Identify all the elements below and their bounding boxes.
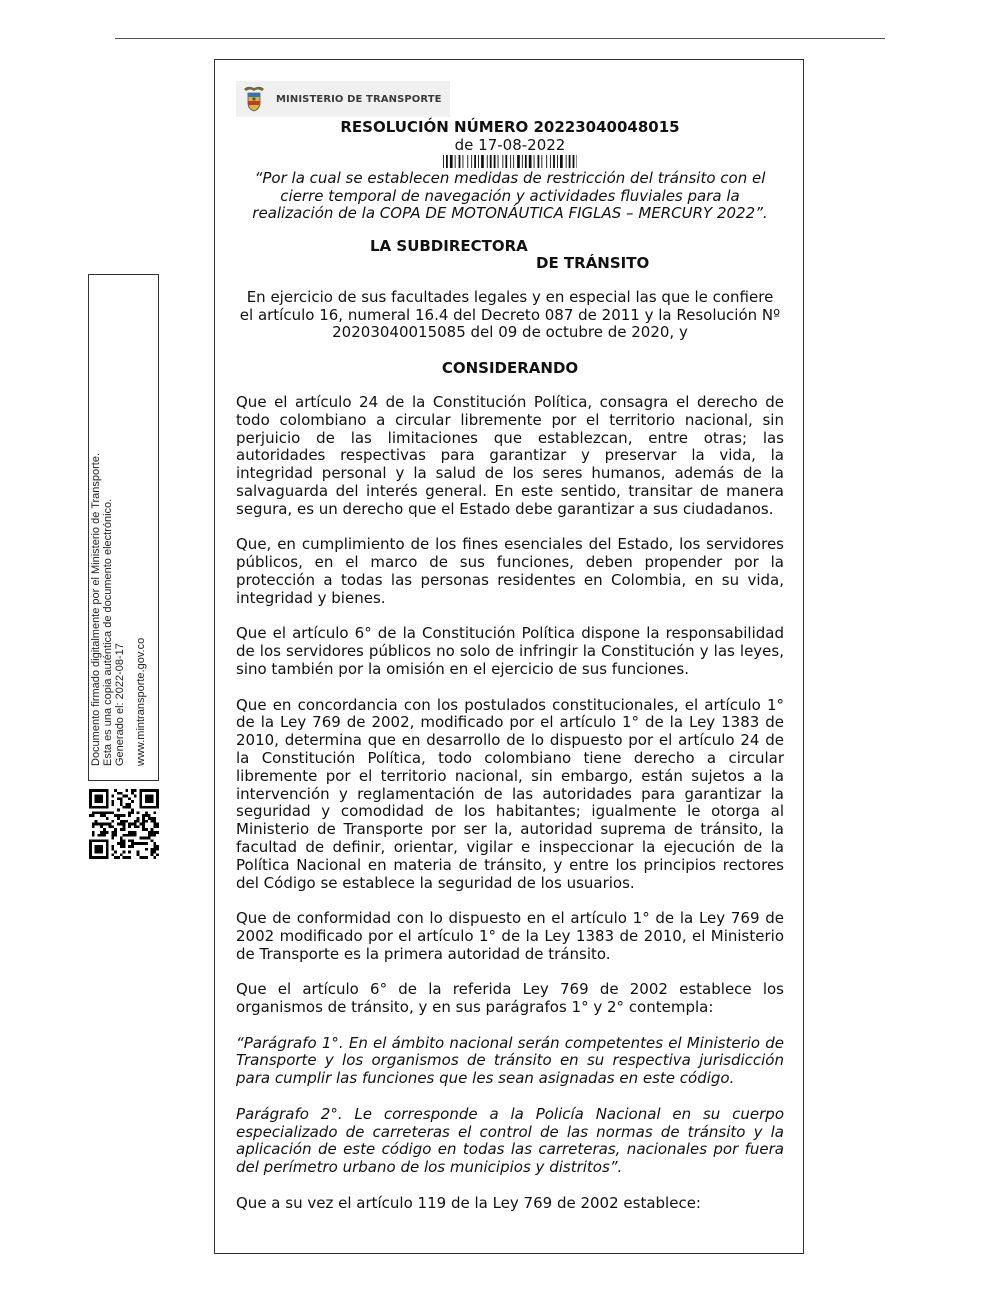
qr-module — [92, 825, 95, 828]
qr-module — [103, 811, 106, 814]
barcode-bar — [546, 155, 547, 168]
qr-module — [153, 820, 156, 823]
qr-module — [153, 823, 156, 826]
paragraph: Que el artículo 6° de la Constitución Política dispone la responsabilidad de los servidores públicos no solo de infringir la Constitución y las leyes, sino también por la omisión en el ejercicio de sus funciones. — [236, 624, 784, 678]
qr-module — [134, 834, 137, 837]
qr-module — [111, 853, 114, 856]
top-rule — [115, 38, 885, 39]
barcode-bar — [502, 155, 503, 168]
qr-module — [139, 837, 142, 840]
qr-module — [89, 814, 92, 817]
qr-module — [123, 842, 126, 845]
qr-module — [151, 820, 154, 823]
qr-module — [100, 825, 103, 828]
barcode-bar — [577, 155, 578, 168]
barcode-bar — [560, 155, 563, 168]
qr-module — [151, 831, 154, 834]
qr-module — [142, 825, 145, 828]
qr-module — [156, 825, 159, 828]
barcode-bar — [513, 155, 514, 168]
qr-module — [120, 842, 123, 845]
qr-module — [109, 823, 112, 826]
qr-module — [125, 806, 128, 809]
qr-module — [142, 856, 145, 859]
qr-module — [128, 806, 131, 809]
paragraph: Que en concordancia con los postulados constitucionales, el artículo 1° de la Ley 769 de 2002, modificado por el artículo 1° de la Ley 1383 de 2010, determina que en desarrollo de lo dispuesto por el artículo 24 de la Constitución Política, todo colombiano tiene derecho a circular libremente por el territorio nacional, sin embargo, están sujetos a la intervención y reglamentación de las autoridades para garantizar la seguridad y comodidad de los habitantes; igualmente le otorga al Ministerio de Transporte por ser la, autoridad suprema de tránsito, la facultad de definir, orientar, vigilar e inspeccionar la ejecución de la Política Nacional en materia de tránsito, y entre los principios rectores del Código se establece la seguridad de los usuarios. — [236, 695, 784, 892]
qr-module — [106, 823, 109, 826]
barcode-bar — [538, 155, 540, 168]
qr-module — [137, 817, 140, 820]
qr-module — [131, 823, 134, 826]
qr-module — [125, 834, 128, 837]
barcode-bar — [478, 155, 479, 168]
qr-module — [131, 811, 134, 814]
qr-module — [111, 803, 114, 806]
paragraph: Que de conformidad con lo dispuesto en el artículo 1° de la Ley 769 de 2002 modificado por el artículo 1° de la Ley 1383 de 2010, el Ministerio de Transporte es la primera autoridad de tránsito. — [236, 909, 784, 963]
qr-module — [156, 845, 159, 848]
qr-module — [117, 809, 120, 812]
qr-module — [123, 820, 126, 823]
qr-module — [145, 848, 148, 851]
qr-module — [151, 848, 154, 851]
barcode-bar — [534, 155, 535, 168]
qr-module — [120, 820, 123, 823]
qr-code[interactable] — [89, 789, 159, 859]
resolution-title — [236, 170, 784, 223]
qr-module — [114, 814, 117, 817]
qr-module — [120, 839, 123, 842]
qr-module — [111, 795, 114, 798]
qr-module — [123, 834, 126, 837]
barcode-bar — [517, 155, 520, 168]
qr-module — [92, 823, 95, 826]
qr-module — [131, 834, 134, 837]
qr-module — [114, 831, 117, 834]
barcode-bar — [459, 155, 461, 168]
barcode-bar — [522, 155, 523, 168]
qr-module — [92, 814, 95, 817]
qr-module — [137, 851, 140, 854]
qr-module — [123, 828, 126, 831]
qr-module — [128, 839, 131, 842]
resolution-date: de 17-08-2022 — [454, 136, 566, 154]
signature-note-date: Generado el: 2022-08-17 — [114, 643, 126, 766]
qr-module — [97, 811, 100, 814]
qr-module — [142, 837, 145, 840]
signature-note-line2: Esta es una copia auténtica de documento electrónico. — [102, 498, 114, 766]
qr-module — [148, 831, 151, 834]
qr-module — [128, 831, 131, 834]
qr-module — [120, 823, 123, 826]
preamble-line: 20203040015085 del 09 de octubre de 2020, y — [332, 323, 688, 342]
qr-module — [117, 823, 120, 826]
qr-module — [120, 845, 123, 848]
barcode-bar — [498, 155, 499, 168]
qr-module — [111, 848, 114, 851]
qr-module — [128, 823, 131, 826]
barcode-bar — [557, 155, 558, 168]
qr-module — [142, 820, 145, 823]
resolution-title-line: cierre temporal de navegación y actividades fluviales para la — [280, 186, 740, 205]
signature-note-line1: Documento firmado digitalmente por el Ministerio de Transporte. — [90, 452, 102, 766]
barcode-bar — [481, 155, 484, 168]
qr-module — [153, 842, 156, 845]
qr-module — [103, 834, 106, 837]
qr-module — [120, 837, 123, 840]
website-link[interactable]: www.mintransporte.gov.co — [135, 637, 147, 766]
qr-module — [111, 834, 114, 837]
qr-module — [145, 820, 148, 823]
qr-module — [148, 817, 151, 820]
qr-module — [151, 839, 154, 842]
qr-module — [123, 845, 126, 848]
paragraph: Que a su vez el artículo 119 de la Ley 769 de 2002 establece: — [236, 1193, 701, 1212]
qr-module — [151, 828, 154, 831]
qr-module — [117, 814, 120, 817]
qr-module — [153, 817, 156, 820]
qr-module — [123, 825, 126, 828]
qr-module — [100, 823, 103, 826]
qr-module — [139, 856, 142, 859]
qr-module — [128, 856, 131, 859]
barcode-bar — [474, 155, 476, 168]
qr-module — [134, 789, 137, 792]
qr-module — [120, 800, 123, 803]
qr-module — [128, 814, 131, 817]
qr-module — [117, 817, 120, 820]
qr-module — [153, 845, 156, 848]
qr-module — [142, 823, 145, 826]
qr-module — [100, 811, 103, 814]
qr-module — [131, 792, 134, 795]
qr-module — [123, 823, 126, 826]
qr-module — [145, 856, 148, 859]
qr-module — [103, 823, 106, 826]
barcode-bar — [463, 155, 464, 168]
qr-module — [111, 831, 114, 834]
quoted-paragraph: Parágrafo 2°. Le corresponde a la Policía Nacional en su cuerpo especializado de carreteras el control de las normas de tránsito y la aplicación de este código en todas las carreteras, nacionales por fuera del perímetro urbano de los municipios y distritos”. — [236, 1104, 784, 1177]
qr-module — [148, 837, 151, 840]
qr-module — [114, 834, 117, 837]
qr-module — [111, 820, 114, 823]
qr-module — [131, 831, 134, 834]
qr-module — [117, 842, 120, 845]
barcode-bar — [529, 155, 532, 168]
qr-module — [153, 834, 156, 837]
qr-module — [145, 842, 148, 845]
qr-module — [123, 856, 126, 859]
qr-module — [95, 811, 98, 814]
qr-module — [114, 856, 117, 859]
qr-module — [156, 831, 159, 834]
qr-module — [131, 845, 134, 848]
quoted-paragraph: “Parágrafo 1°. En el ámbito nacional serán competentes el Ministerio de Transporte y los organismos de tránsito en su respectiva jurisdicción para cumplir las funciones que les sean asignadas en este código. — [236, 1033, 784, 1088]
qr-module — [151, 853, 154, 856]
qr-module — [95, 795, 103, 803]
qr-module — [111, 825, 114, 828]
qr-module — [156, 848, 159, 851]
qr-module — [125, 820, 128, 823]
paragraph: Que el artículo 24 de la Constitución Política, consagra el derecho de todo colombiano a circular libremente por el territorio nacional, sin perjuicio de las limitaciones que establezcan, entre otras; las autoridades respectivas para garantizar y preservar la vida, la integridad personal y la salud de los seres humanos, además de la salvaguarda del interés general. En este sentido, transitar de manera segura, es un derecho que el Estado debe garantizar a sus ciudadanos. — [236, 393, 784, 518]
barcode-bar — [541, 155, 542, 168]
qr-module — [103, 828, 106, 831]
preamble — [236, 289, 784, 342]
qr-module — [117, 792, 120, 795]
qr-module — [125, 789, 128, 792]
qr-module — [111, 845, 114, 848]
qr-module — [151, 834, 154, 837]
qr-module — [134, 825, 137, 828]
barcode-bar — [566, 155, 567, 168]
qr-module — [125, 856, 128, 859]
barcode-bar — [467, 155, 468, 168]
qr-module — [128, 803, 131, 806]
qr-module — [128, 797, 131, 800]
qr-module — [131, 809, 134, 812]
barcode-bar — [487, 155, 488, 168]
qr-module — [95, 820, 98, 823]
qr-module — [153, 848, 156, 851]
qr-module — [92, 811, 95, 814]
qr-module — [106, 831, 109, 834]
qr-module — [128, 825, 131, 828]
preamble-line: el artículo 16, numeral 16.4 del Decreto 087 de 2011 y la Resolución Nº — [239, 305, 781, 324]
authority-title-line1: LA SUBDIRECTORA — [370, 237, 528, 255]
qr-module — [134, 842, 137, 845]
qr-module — [145, 814, 148, 817]
qr-module — [128, 811, 131, 814]
qr-module — [139, 842, 142, 845]
qr-module — [111, 837, 114, 840]
qr-module — [145, 837, 148, 840]
paragraph: Que el artículo 6° de la referida Ley 769 de 2002 establece los organismos de tránsito, y en sus parágrafos 1° y 2° contempla: — [236, 980, 784, 1017]
qr-module — [151, 817, 154, 820]
qr-module — [120, 814, 123, 817]
ministry-name: MINISTERIO DE TRANSPORTE — [276, 93, 442, 105]
qr-module — [142, 814, 145, 817]
resolution-title-line: “Por la cual se establecen medidas de restricción del tránsito con el — [254, 169, 766, 187]
qr-module — [114, 851, 117, 854]
qr-module — [103, 831, 106, 834]
qr-module — [120, 797, 123, 800]
coat-of-arms-icon — [242, 85, 266, 113]
qr-module — [95, 845, 103, 853]
qr-module — [123, 851, 126, 854]
qr-module — [123, 795, 126, 798]
qr-module — [100, 834, 103, 837]
qr-module — [125, 803, 128, 806]
qr-module — [123, 814, 126, 817]
barcode — [443, 155, 577, 168]
qr-module — [120, 792, 123, 795]
qr-module — [145, 828, 148, 831]
qr-module — [131, 839, 134, 842]
qr-module — [153, 856, 156, 859]
qr-module — [100, 814, 103, 817]
resolution-number: RESOLUCIÓN NÚMERO 20223040048015 — [340, 118, 680, 136]
qr-module — [120, 853, 123, 856]
qr-module — [151, 851, 154, 854]
qr-module — [92, 834, 95, 837]
qr-module — [148, 834, 151, 837]
qr-module — [153, 825, 156, 828]
qr-module — [128, 845, 131, 848]
qr-module — [137, 825, 140, 828]
qr-module — [109, 811, 112, 814]
body-text — [236, 394, 784, 1230]
qr-module — [111, 811, 114, 814]
considerando-heading: CONSIDERANDO — [441, 359, 579, 377]
qr-module — [109, 825, 112, 828]
qr-module — [131, 789, 134, 792]
qr-module — [97, 823, 100, 826]
qr-module — [139, 823, 142, 826]
qr-module — [106, 817, 109, 820]
paragraph: Que, en cumplimiento de los fines esenciales del Estado, los servidores públicos, en el marco de sus funciones, deben propender por la protección a todas las personas residentes en Colombia, en su vida, integridad y bienes. — [236, 535, 784, 607]
qr-module — [120, 803, 123, 806]
qr-module — [137, 820, 140, 823]
qr-module — [114, 789, 117, 792]
qr-module — [92, 831, 95, 834]
qr-module — [120, 828, 123, 831]
qr-module — [97, 834, 100, 837]
qr-module — [111, 800, 114, 803]
barcode-bar — [443, 155, 444, 168]
qr-module — [123, 839, 126, 842]
qr-module — [125, 795, 128, 798]
qr-module — [128, 834, 131, 837]
qr-module — [137, 811, 140, 814]
barcode-bar — [455, 155, 456, 168]
qr-module — [156, 823, 159, 826]
resolution-title-line: realización de la COPA DE MOTONÁUTICA FIGLAS – MERCURY 2022”. — [252, 204, 768, 223]
barcode-bar — [510, 155, 511, 168]
qr-module — [114, 828, 117, 831]
qr-module — [145, 811, 148, 814]
qr-module — [142, 842, 145, 845]
barcode-bar — [569, 155, 571, 168]
qr-module — [134, 831, 137, 834]
barcode-bar — [446, 155, 448, 168]
qr-module — [142, 817, 145, 820]
barcode-bar — [553, 155, 555, 168]
qr-module — [134, 823, 137, 826]
qr-module — [117, 856, 120, 859]
qr-module — [123, 806, 126, 809]
qr-module — [148, 814, 151, 817]
authority-title-line2: DE TRÁNSITO — [536, 254, 650, 272]
barcode-bar — [525, 155, 527, 168]
barcode-bar — [573, 155, 575, 168]
barcode-bar — [450, 155, 453, 168]
ministry-logo — [236, 81, 450, 117]
qr-module — [137, 842, 140, 845]
qr-module — [100, 831, 103, 834]
qr-module — [153, 831, 156, 834]
qr-module — [131, 800, 134, 803]
qr-module — [117, 797, 120, 800]
qr-module — [134, 820, 137, 823]
qr-module — [137, 853, 140, 856]
qr-module — [142, 828, 145, 831]
qr-module — [95, 823, 98, 826]
qr-module — [134, 795, 137, 798]
qr-module — [106, 811, 109, 814]
qr-module — [128, 851, 131, 854]
preamble-line: En ejercicio de sus facultades legales y en especial las que le confiere — [246, 288, 774, 306]
qr-module — [131, 842, 134, 845]
barcode-bar — [471, 155, 472, 168]
qr-module — [156, 853, 159, 856]
qr-module — [103, 814, 106, 817]
qr-module — [145, 795, 153, 803]
barcode-bar — [494, 155, 496, 168]
barcode-bar — [505, 155, 507, 168]
barcode-bar — [550, 155, 551, 168]
barcode-bar — [490, 155, 492, 168]
qr-module — [153, 851, 156, 854]
qr-module — [153, 811, 156, 814]
